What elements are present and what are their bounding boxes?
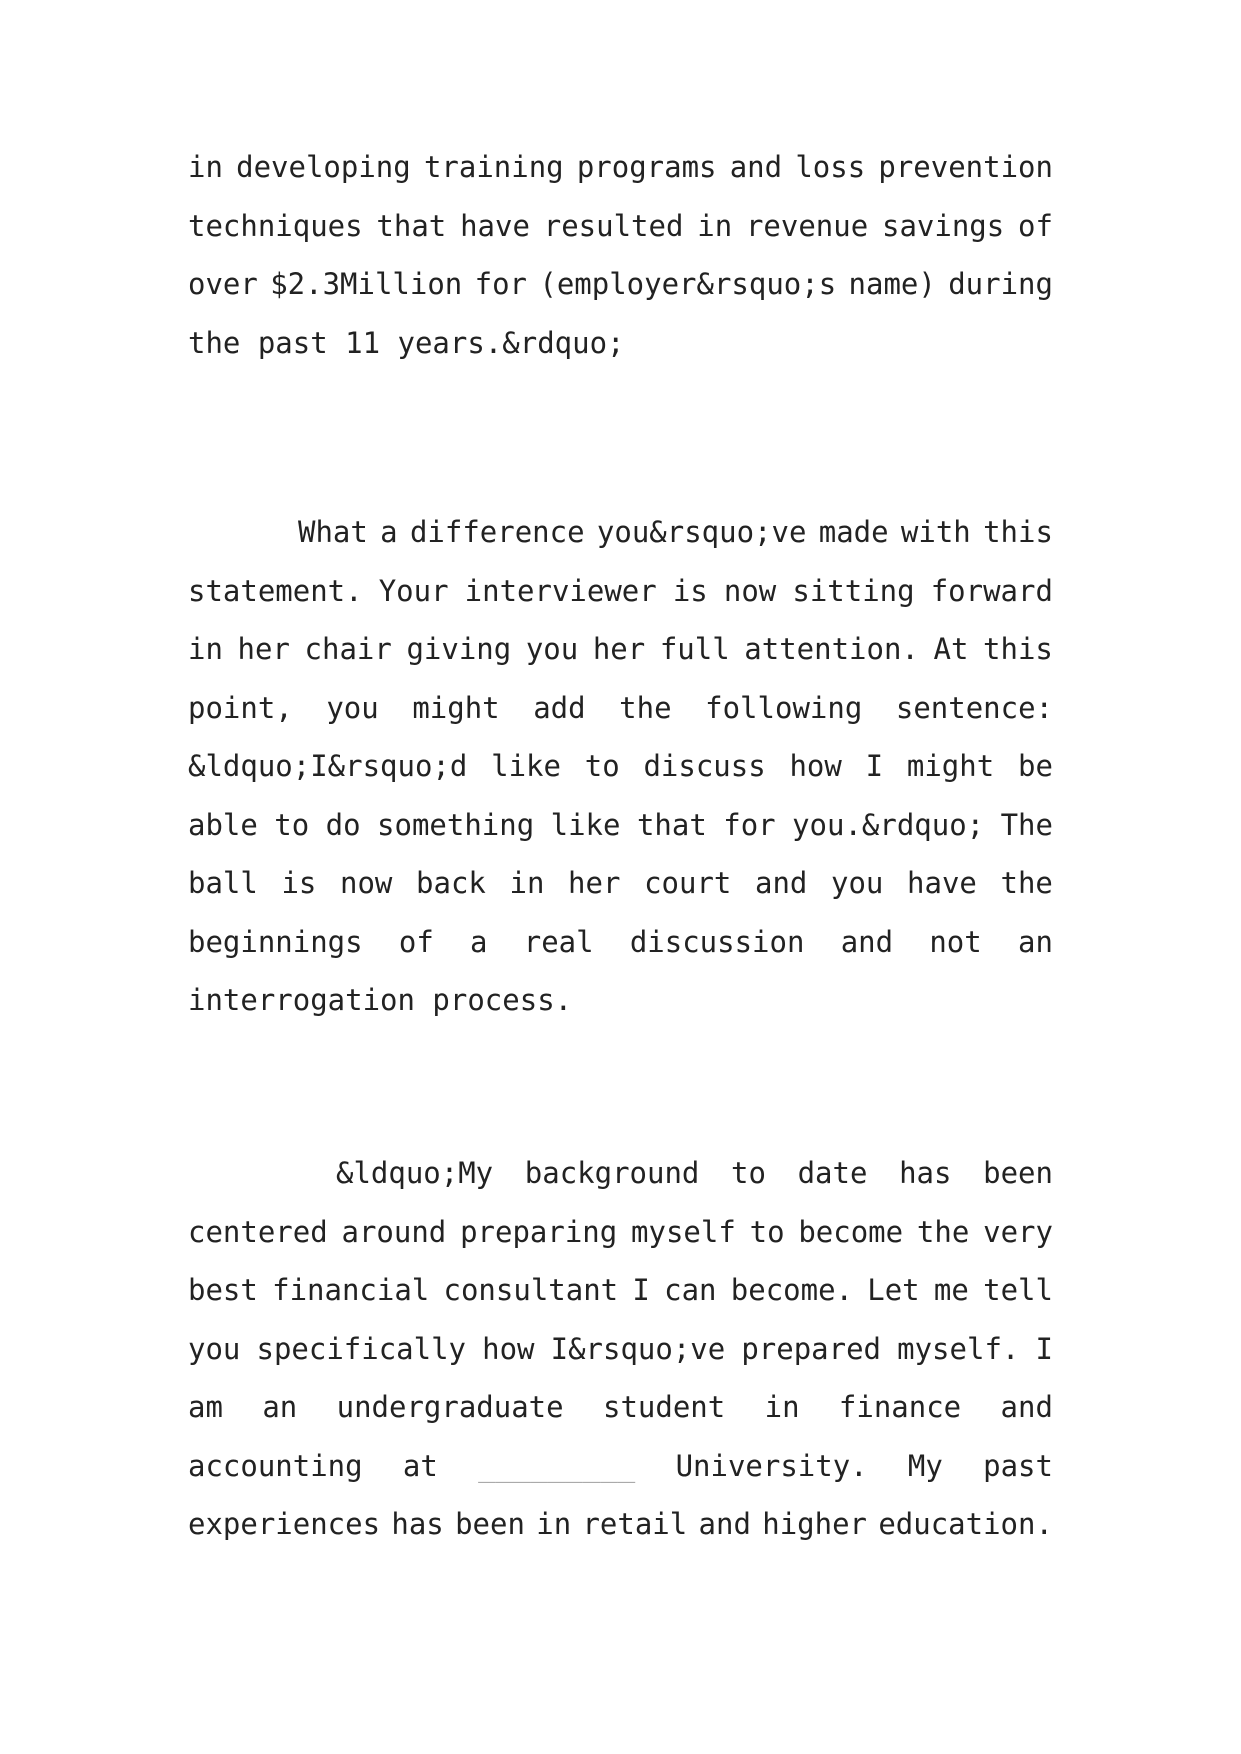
- word: very: [983, 1214, 1053, 1249]
- word: experiences: [188, 1507, 381, 1541]
- word: for: [474, 267, 528, 301]
- word: her: [568, 866, 621, 900]
- paragraph-line: [188, 197, 1053, 256]
- word: myself.: [897, 1331, 1020, 1366]
- word: in: [509, 866, 545, 900]
- word: am: [188, 1390, 223, 1424]
- word: (employer&rsquo;s: [539, 267, 837, 301]
- paragraph-line: [188, 1378, 1053, 1437]
- word: tell: [983, 1273, 1053, 1307]
- word: sitting: [792, 573, 915, 608]
- paragraph-line: [188, 1261, 1053, 1320]
- word: like: [550, 807, 621, 842]
- paragraph-line: [188, 1203, 1053, 1262]
- word: myself: [631, 1214, 736, 1249]
- word: might: [906, 749, 995, 783]
- word: in: [188, 150, 223, 184]
- word: revenue: [745, 208, 869, 243]
- word: the: [619, 690, 672, 725]
- paragraph-3: [188, 1144, 1053, 1554]
- word: for: [723, 807, 776, 842]
- paragraph-line: [188, 562, 1053, 621]
- word: can: [664, 1273, 717, 1307]
- blank-fill-in: _________: [478, 1448, 636, 1483]
- word: real: [523, 924, 594, 959]
- word: a: [470, 924, 488, 959]
- word: this: [983, 515, 1053, 549]
- word: $2.3Million: [270, 267, 463, 301]
- word: finance: [838, 1390, 962, 1424]
- word: resulted: [543, 208, 684, 243]
- word: like: [491, 749, 561, 783]
- word: have: [460, 208, 530, 243]
- paragraph-line: [188, 1437, 1053, 1496]
- word: now: [340, 866, 393, 900]
- word: in: [536, 1507, 572, 1541]
- word: point,: [188, 690, 293, 725]
- word: a: [380, 515, 398, 549]
- word: higher: [762, 1507, 868, 1541]
- word: become.: [730, 1273, 853, 1307]
- word: &ldquo;I&rsquo;d: [188, 749, 468, 783]
- word: the: [916, 1214, 970, 1249]
- word: date: [797, 1156, 868, 1190]
- word: add: [533, 690, 586, 725]
- word: ball: [188, 866, 258, 900]
- word: during: [948, 267, 1053, 301]
- paragraph-line: the past 11 years.&rdquo;: [188, 325, 625, 360]
- word: discussion: [629, 924, 805, 959]
- word: and: [1000, 1390, 1053, 1424]
- word: forward: [930, 573, 1053, 608]
- word: you: [188, 1331, 241, 1366]
- word: me: [933, 1273, 969, 1307]
- word: I&rsquo;ve: [550, 1331, 726, 1366]
- word: beginnings: [188, 924, 363, 959]
- word: loss: [795, 150, 866, 184]
- word: to: [274, 807, 310, 842]
- word: something: [377, 807, 535, 842]
- word: retail: [582, 1507, 688, 1541]
- word: financial: [272, 1273, 430, 1307]
- word: you: [525, 632, 579, 666]
- word: Let: [867, 1273, 920, 1307]
- word: now: [723, 573, 777, 608]
- word: to: [731, 1156, 766, 1190]
- word: giving: [406, 632, 512, 666]
- word: of: [1018, 208, 1053, 243]
- paragraph-line: [188, 854, 1053, 913]
- word: preparing: [460, 1214, 618, 1249]
- word: over: [188, 267, 258, 301]
- word: made: [818, 515, 889, 549]
- word: interviewer: [464, 573, 657, 608]
- word: in: [697, 208, 733, 243]
- paragraph-line: [188, 679, 1053, 738]
- paragraph-line: [188, 796, 1053, 855]
- word: full: [659, 632, 730, 666]
- word: her: [237, 632, 290, 666]
- paragraph-line: [188, 255, 1053, 314]
- word: is: [281, 866, 317, 900]
- word: centered: [188, 1214, 328, 1249]
- word: is: [672, 573, 708, 608]
- word: accounting: [188, 1448, 363, 1483]
- paragraph-line: [188, 913, 1053, 972]
- word: able: [188, 807, 258, 842]
- word: and: [729, 150, 783, 184]
- word: difference: [409, 515, 585, 549]
- word: in: [764, 1390, 800, 1424]
- word: best: [188, 1273, 258, 1307]
- word: of: [398, 924, 434, 959]
- word: I: [865, 749, 884, 783]
- word: how: [482, 1331, 535, 1366]
- word: with: [900, 515, 971, 549]
- paragraph-line: [188, 1320, 1053, 1379]
- word: that: [636, 807, 707, 842]
- word: consultant: [443, 1273, 619, 1307]
- word: that: [376, 208, 447, 243]
- word: you: [831, 866, 884, 900]
- paragraph-line: interrogation process.: [188, 983, 573, 1017]
- word: undergraduate: [336, 1390, 564, 1424]
- word: been: [455, 1507, 525, 1541]
- word: prevention: [878, 150, 1053, 184]
- paragraph-line: [188, 1144, 1053, 1203]
- paragraph-line: [188, 1495, 1053, 1554]
- word: following: [705, 690, 863, 725]
- word: What: [298, 515, 368, 549]
- word: this: [983, 632, 1053, 666]
- word: be: [1017, 749, 1053, 783]
- word: you: [326, 690, 379, 725]
- word: you&rsquo;ve: [596, 515, 807, 549]
- word: do: [325, 807, 361, 842]
- word: to: [584, 749, 620, 783]
- paragraph-line: [188, 503, 1053, 562]
- word: techniques: [188, 208, 363, 243]
- word: and: [840, 924, 894, 959]
- word: at: [402, 1448, 438, 1483]
- word: University.: [675, 1448, 868, 1483]
- word: become: [798, 1214, 904, 1249]
- word: savings: [882, 208, 1005, 243]
- word: around: [341, 1214, 447, 1249]
- word: programs: [576, 150, 717, 184]
- paragraph-2: [188, 503, 1053, 1030]
- word: student: [603, 1390, 726, 1424]
- word: training: [423, 150, 564, 184]
- word: developing: [236, 150, 411, 184]
- word: an: [1017, 924, 1053, 959]
- word: &ldquo;My: [336, 1156, 494, 1190]
- word: and: [698, 1507, 751, 1541]
- word: court: [644, 866, 732, 900]
- word: and: [755, 866, 808, 900]
- word: past: [983, 1448, 1053, 1483]
- paragraph-line: [188, 138, 1053, 197]
- word: has: [899, 1156, 952, 1190]
- word: might: [412, 690, 500, 725]
- word: My: [907, 1448, 943, 1483]
- word: not: [929, 924, 982, 959]
- word: sentence:: [895, 690, 1053, 725]
- word: back: [416, 866, 486, 900]
- word: I: [1035, 1331, 1053, 1366]
- word: At: [933, 632, 969, 666]
- word: an: [262, 1390, 298, 1424]
- paragraph-line: [188, 737, 1053, 796]
- word: been: [983, 1156, 1053, 1190]
- word: chair: [304, 632, 392, 666]
- word: her: [592, 632, 646, 666]
- word: has: [391, 1507, 444, 1541]
- word: background: [524, 1156, 700, 1190]
- word: have: [907, 866, 977, 900]
- word: Your: [378, 573, 449, 608]
- paragraph-line: [188, 620, 1053, 679]
- word: to: [749, 1214, 785, 1249]
- word: you.&rdquo;: [792, 807, 985, 842]
- word: name): [848, 267, 936, 301]
- word: attention.: [744, 632, 919, 666]
- paragraph-1: [188, 138, 1053, 372]
- word: prepared: [741, 1331, 882, 1366]
- word: statement.: [188, 573, 363, 608]
- word: education.: [878, 1507, 1053, 1541]
- word: in: [188, 632, 223, 666]
- word: I: [632, 1273, 650, 1307]
- word: the: [1000, 866, 1053, 900]
- word: how: [789, 749, 842, 783]
- word: specifically: [256, 1331, 467, 1366]
- word: discuss: [643, 749, 766, 783]
- word: The: [1000, 807, 1053, 842]
